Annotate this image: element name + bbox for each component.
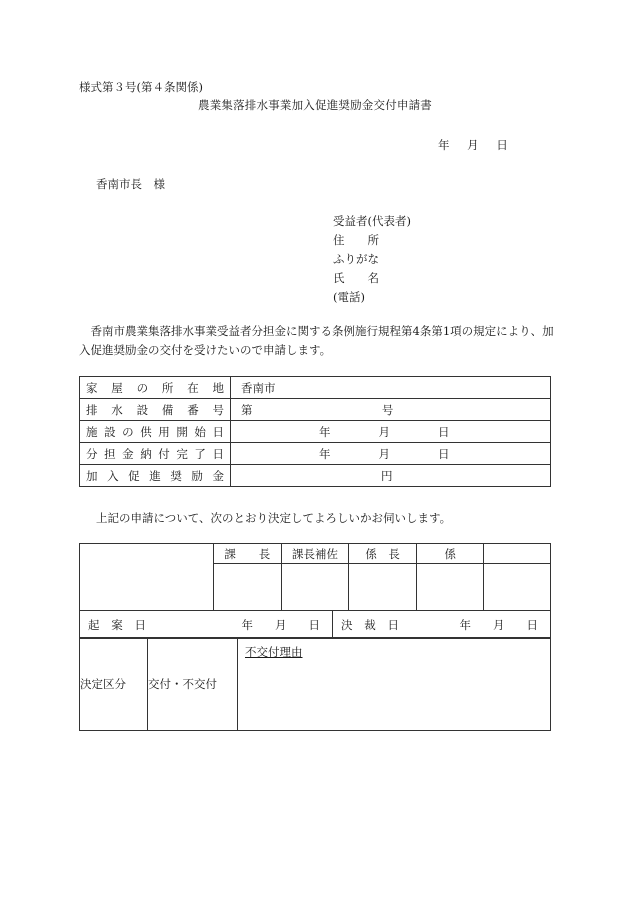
dates-table: [79, 610, 551, 639]
table-row: [80, 564, 551, 611]
approval-blank-cell: [80, 564, 214, 611]
day-label: 日: [526, 617, 538, 632]
label-char: 付: [158, 446, 170, 461]
day-label: 日: [496, 138, 508, 152]
label-chars: [86, 380, 224, 396]
label-char: 日: [134, 617, 146, 632]
number-suffix: 号: [381, 402, 394, 417]
year-label: 年: [319, 424, 331, 439]
label-char: の: [122, 424, 134, 439]
unit-chief-stamp-box[interactable]: [349, 564, 417, 611]
label-char: 日: [387, 617, 399, 632]
table-row: [80, 611, 551, 639]
label-char: 屋: [111, 380, 123, 395]
label-chars: [86, 468, 224, 484]
label-char: 設: [104, 424, 116, 439]
label-chars: [86, 446, 224, 462]
month-label: 月: [378, 446, 390, 461]
label-char: 金: [212, 468, 224, 483]
incentive-amount-label: [80, 465, 231, 487]
day-label: 日: [308, 617, 320, 632]
table-row: [80, 377, 551, 399]
property-location-label: [80, 377, 231, 399]
year-label: 年: [438, 138, 450, 152]
label-char: 水: [111, 402, 123, 417]
staff-header: 係: [416, 544, 484, 564]
month-label: 月: [378, 424, 390, 439]
label-char: 入: [107, 468, 119, 483]
form-number-label: 様式第３号(第４条関係): [79, 80, 203, 94]
label-char: 始: [194, 424, 206, 439]
drainage-number-field[interactable]: [231, 399, 551, 421]
furigana-label: ふりがな: [333, 252, 379, 266]
unit-chief-header: 係 長: [349, 544, 417, 564]
label-char: 用: [158, 424, 170, 439]
name-label: 氏 名: [333, 271, 379, 285]
label-char: 号: [212, 402, 224, 417]
drainage-number-label: [80, 399, 231, 421]
decision-category-label: 決定区分: [80, 638, 148, 731]
yen-unit: 円: [381, 468, 393, 483]
section-chief-stamp-box[interactable]: [213, 564, 281, 611]
table-row: [80, 638, 551, 731]
addressee: 香南市長 様: [96, 177, 165, 191]
rejection-reason-label: 不交付理由: [245, 645, 303, 659]
deputy-chief-header: 課長補佐: [281, 544, 349, 564]
city-prefix: 香南市: [241, 380, 276, 395]
extra-stamp-box[interactable]: [484, 564, 551, 611]
document-title: 農業集落排水事業加入促進奨励金交付申請書: [198, 98, 432, 112]
label-char: 日: [212, 424, 224, 439]
table-row: [80, 421, 551, 443]
label-char: 在: [187, 380, 199, 395]
staff-stamp-box[interactable]: [416, 564, 484, 611]
year-label: 年: [241, 617, 253, 632]
label-chars: [86, 402, 224, 418]
decision-date-label: [341, 617, 399, 633]
label-char: 担: [104, 446, 116, 461]
draft-date-label: [88, 617, 146, 633]
month-label: 月: [275, 617, 287, 632]
deputy-chief-stamp-box[interactable]: [281, 564, 349, 611]
table-row: [80, 443, 551, 465]
label-char: 番: [187, 402, 199, 417]
rejection-reason-field[interactable]: [238, 638, 551, 731]
table-row: [80, 399, 551, 421]
decision-table: [79, 637, 551, 731]
table-row: [80, 465, 551, 487]
label-char: 進: [149, 468, 161, 483]
month-label: 月: [467, 138, 479, 152]
label-char: 供: [140, 424, 152, 439]
label-char: 分: [86, 446, 98, 461]
label-char: 了: [194, 446, 206, 461]
table-row: [80, 544, 551, 564]
label-char: 金: [122, 446, 134, 461]
phone-label: (電話): [333, 290, 365, 304]
label-char: 排: [86, 402, 98, 417]
approval-stamp-table: [79, 543, 551, 611]
year-label: 年: [459, 617, 471, 632]
label-char: 所: [161, 380, 174, 395]
label-char: 完: [176, 446, 188, 461]
label-char: 施: [86, 424, 98, 439]
label-char: 決: [341, 617, 353, 632]
payment-complete-date-label: [80, 443, 231, 465]
label-char: 案: [111, 617, 123, 632]
label-char: 奨: [170, 468, 182, 483]
applicant-block: [333, 212, 411, 307]
consult-text: 上記の申請について、次のとおり決定してよろしいかお伺いします。: [96, 511, 452, 525]
label-char: 家: [86, 380, 98, 395]
service-start-date-label: [80, 421, 231, 443]
application-date-line: [438, 137, 522, 153]
approval-blank-cell: [80, 544, 214, 564]
label-char: 促: [128, 468, 140, 483]
decision-options[interactable]: 交付・不交付: [148, 638, 238, 731]
label-char: 日: [212, 446, 224, 461]
day-label: 日: [438, 446, 450, 461]
number-prefix: 第: [241, 402, 253, 417]
property-location-field[interactable]: [231, 377, 551, 399]
address-label: 住 所: [333, 233, 379, 247]
label-char: 設: [136, 402, 149, 417]
day-label: 日: [438, 424, 450, 439]
section-chief-header: 課 長: [213, 544, 281, 564]
label-chars: [86, 424, 224, 440]
label-char: 加: [86, 468, 98, 483]
application-body-text: [79, 322, 554, 360]
payment-complete-date-field[interactable]: [231, 443, 551, 465]
year-label: 年: [319, 446, 331, 461]
applicant-header: 受益者(代表者): [333, 214, 411, 228]
service-start-date-field[interactable]: [231, 421, 551, 443]
label-char: 起: [88, 617, 100, 632]
month-label: 月: [493, 617, 505, 632]
body-text-content: 香南市農業集落排水事業受益者分担金に関する条例施行規程第4条第1項の規定により、加入促進奨励金の交付を受けたいので申請します。: [79, 324, 554, 357]
incentive-amount-field[interactable]: [231, 465, 551, 487]
decision-date-cell[interactable]: [333, 611, 551, 639]
label-char: 納: [140, 446, 152, 461]
label-char: 備: [161, 402, 174, 417]
draft-date-cell[interactable]: [80, 611, 333, 639]
label-char: 開: [176, 424, 188, 439]
label-char: の: [136, 380, 149, 395]
label-char: 地: [212, 380, 224, 395]
label-char: 励: [191, 468, 203, 483]
info-table: [79, 376, 551, 487]
extra-header: [484, 544, 551, 564]
label-char: 裁: [364, 617, 376, 632]
